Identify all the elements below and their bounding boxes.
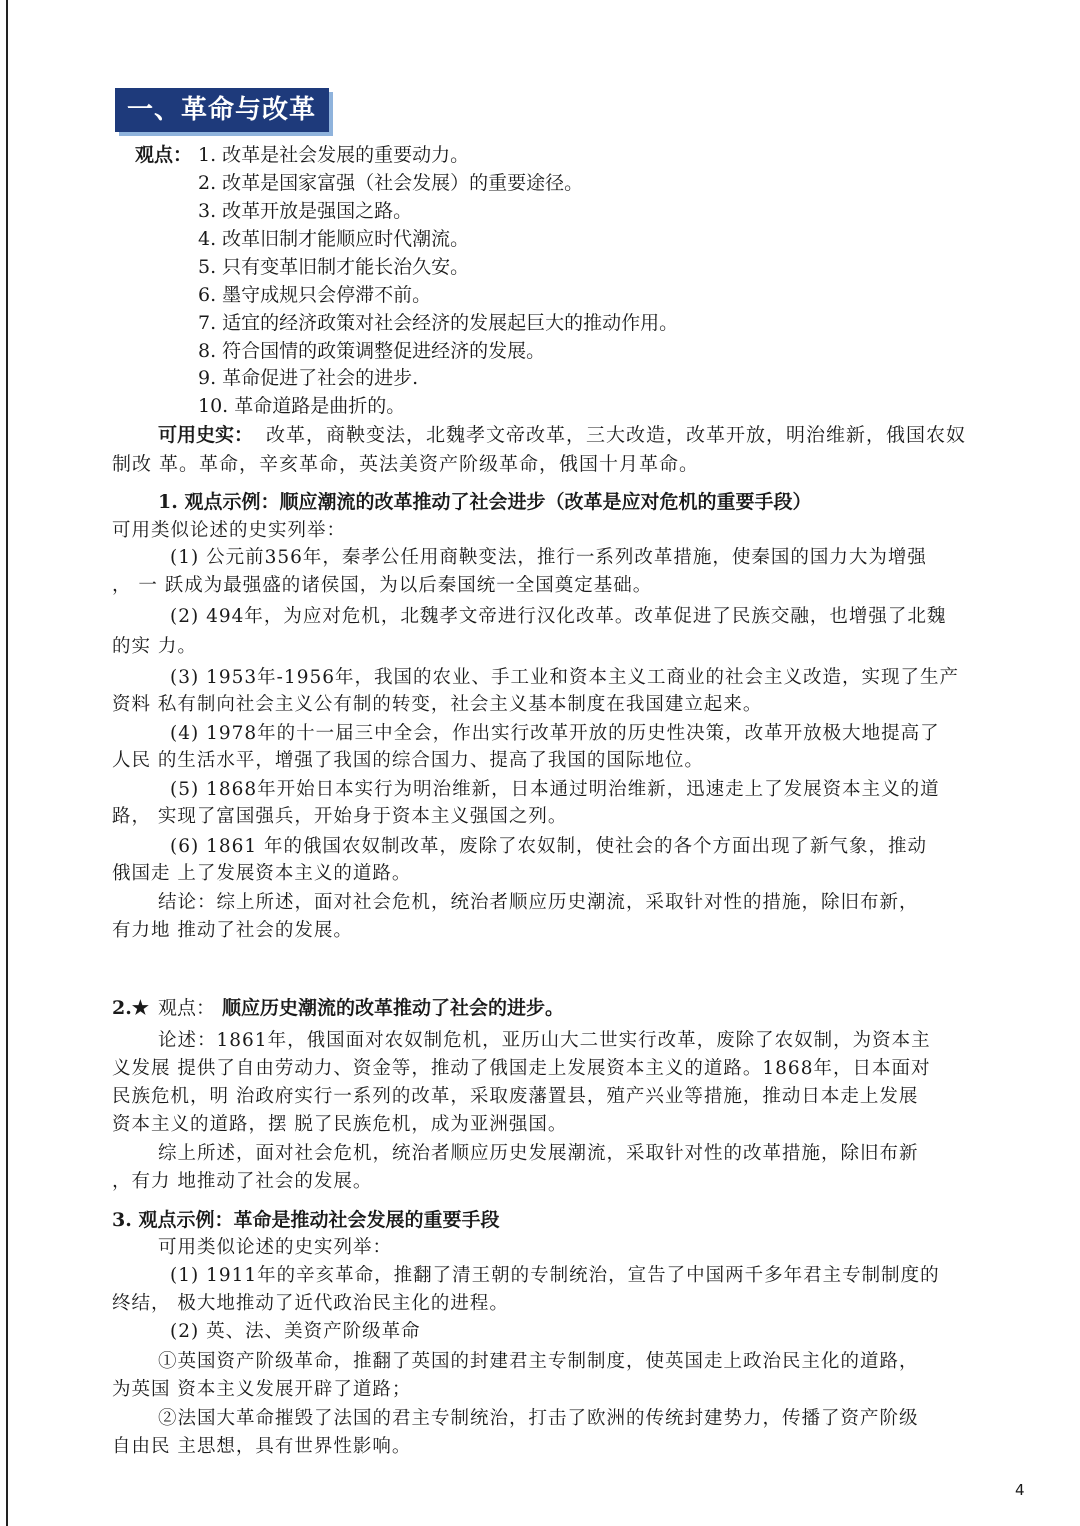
paragraph-line: 资本主义的道路，摆 脱了民族危机，成为亚洲强国。 — [112, 1114, 568, 1135]
paragraph-line: 路， 实现了富国强兵，开始身于资本主义强国之列。 — [112, 806, 568, 827]
paragraph-line: ②法国大革命摧毁了法国的君主专制统治，打击了欧洲的传统封建势力，传播了资产阶级 — [158, 1408, 919, 1429]
paragraph-line: 俄国走 上了发展资本主义的道路。 — [112, 863, 412, 884]
facts-text: 改革，商鞅变法，北魏孝文帝改革，三大改造，改革开放，明治维新，俄国农奴 — [266, 424, 967, 446]
paragraph-line: (2) 494年，为应对危机，北魏孝文帝进行汉化改革。改革促进了民族交融，也增强了北魏 — [170, 606, 947, 627]
viewpoint-item: 10. 革命道路是曲折的。 — [198, 395, 406, 417]
paragraph-line: ①英国资产阶级革命，推翻了英国的封建君主专制制度，使英国走上政治民主化的道路， — [158, 1351, 919, 1372]
paragraph-line: 有力地 推动了社会的发展。 — [112, 920, 353, 941]
paragraph-line: 综上所述，面对社会危机，统治者顺应历史发展潮流，采取针对性的改革措施，除旧布新 — [158, 1143, 919, 1164]
paragraph-line: 终结， 极大地推动了近代政治民主化的进程。 — [112, 1293, 509, 1314]
viewpoint-item: 3. 改革开放是强国之路。 — [198, 200, 413, 222]
paragraph-line: (2) 英、法、美资产阶级革命 — [170, 1321, 421, 1342]
viewpoint-item: 5. 只有变革旧制才能长治久安。 — [198, 256, 470, 278]
paragraph-line: 人民 的生活水平，增强了我国的综合国力、提高了我国的国际地位。 — [112, 750, 704, 771]
viewpoint-item: 6. 墨守成规只会停滞不前。 — [198, 284, 432, 306]
section-title-banner: 一、革命与改革 — [115, 88, 329, 132]
page-number: 4 — [1015, 1481, 1025, 1499]
viewpoint-item: 4. 改革旧制才能顺应时代潮流。 — [198, 228, 470, 250]
paragraph-line: 的实 力。 — [112, 636, 197, 657]
example3-heading: 3. 观点示例：革命是推动社会发展的重要手段 — [112, 1209, 500, 1231]
facts-label: 可用史实： — [158, 424, 254, 446]
paragraph-line: 资料 私有制向社会主义公有制的转变，社会主义基本制度在我国建立起来。 — [112, 694, 763, 715]
paragraph-line: 义发展 提供了自由劳动力、资金等，推动了俄国走上发展资本主义的道路。1868年，日本面对 — [112, 1058, 931, 1079]
paragraph-line: (1) 公元前356年，秦孝公任用商鞅变法，推行一系列改革措施，使秦国的国力大为增强 — [170, 547, 927, 568]
example1-heading: 1. 观点示例：顺应潮流的改革推动了社会进步（改革是应对危机的重要手段） — [158, 491, 812, 513]
viewpoint-item: 9. 革命促进了社会的进步. — [198, 367, 419, 389]
example2-heading-label: 观点： — [158, 997, 216, 1019]
paragraph-line: 结论：综上所述，面对社会危机，统治者顺应历史潮流，采取针对性的措施，除旧布新， — [158, 892, 919, 913]
paragraph-line: 为英国 资本主义发展开辟了道路； — [112, 1379, 412, 1400]
example2-heading-number: 2.★ — [112, 997, 149, 1019]
paragraph-line: (6) 1861 年的俄国农奴制改革，废除了农奴制，使社会的各个方面出现了新气象，推动 — [170, 836, 928, 857]
example2-heading-text: 顺应历史潮流的改革推动了社会的进步。 — [222, 997, 565, 1019]
paragraph-line: 可用类似论述的史实列举： — [158, 1237, 393, 1258]
viewpoint-item: 8. 符合国情的政策调整促进经济的发展。 — [198, 340, 546, 362]
paragraph-line: 自由民 主思想，具有世界性影响。 — [112, 1436, 412, 1457]
paragraph-line: ， 一 跃成为最强盛的诸侯国，为以后秦国统一全国奠定基础。 — [112, 575, 653, 596]
viewpoint-item: 2. 改革是国家富强（社会发展）的重要途径。 — [198, 172, 584, 194]
paragraph-line: (5) 1868年开始日本实行为明治维新，日本通过明治维新，迅速走上了发展资本主义的道 — [170, 779, 940, 800]
paragraph-line: 论述：1861年，俄国面对农奴制危机，亚历山大二世实行改革，废除了农奴制，为资本主 — [158, 1030, 931, 1051]
facts-text: 制改 革。革命，辛亥革命，英法美资产阶级革命，俄国十月革命。 — [112, 453, 700, 475]
left-margin-rule — [6, 0, 8, 1526]
paragraph-line: 民族危机，明 治政府实行一系列的改革，采取废藩置县，殖产兴业等措施，推动日本走上发展 — [112, 1086, 919, 1107]
paragraph-line: (4) 1978年的十一届三中全会，作出实行改革开放的历史性决策，改革开放极大地提高了 — [170, 723, 940, 744]
paragraph-line: (3) 1953年-1956年，我国的农业、手工业和资本主义工商业的社会主义改造，实现了生产 — [170, 667, 960, 688]
paragraph-line: ，有力 地推动了社会的发展。 — [112, 1171, 373, 1192]
paragraph-line: (1) 1911年的辛亥革命，推翻了清王朝的专制统治，宣告了中国两千多年君主专制制度的 — [170, 1265, 940, 1286]
viewpoint-item: 7. 适宜的经济政策对社会经济的发展起巨大的推动作用。 — [198, 312, 679, 334]
viewpoints-label: 观点： — [135, 144, 193, 166]
example1-intro: 可用类似论述的史实列举： — [112, 520, 347, 541]
viewpoint-item: 1. 改革是社会发展的重要动力。 — [198, 144, 470, 166]
